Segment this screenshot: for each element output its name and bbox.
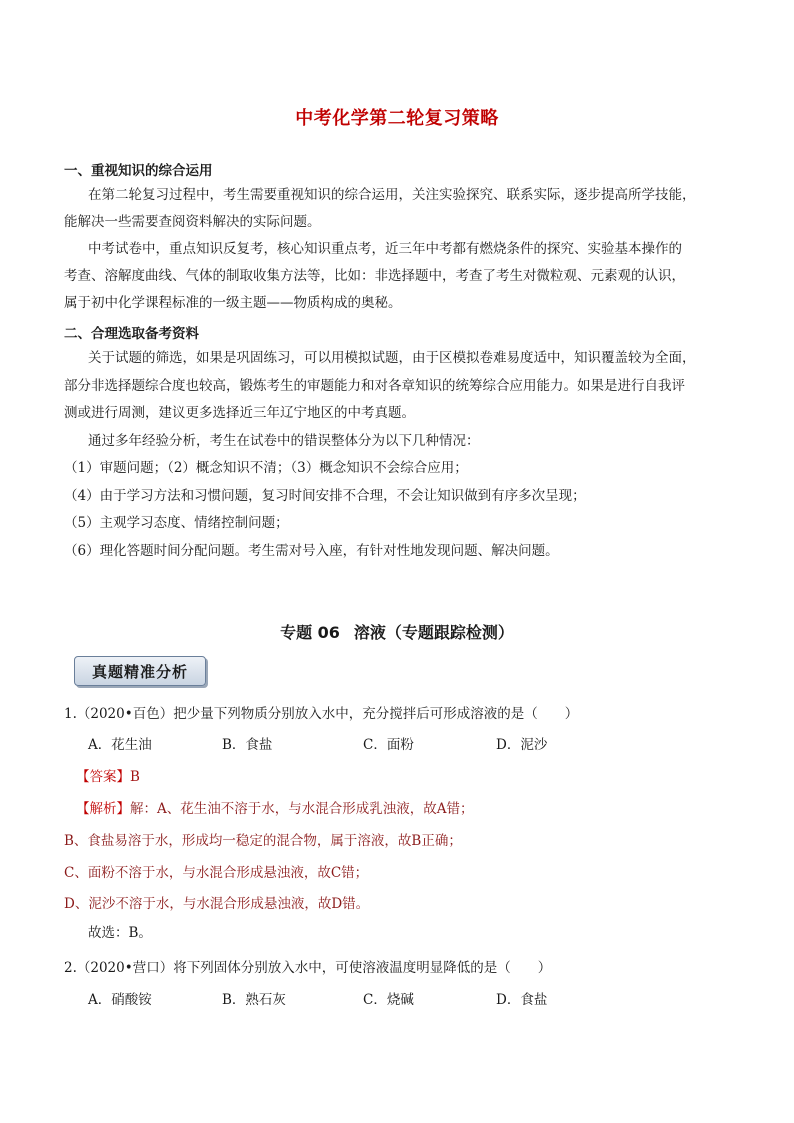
paragraph-line: 部分非选择题综合度也较高，锻炼考生的审题能力和对各章知识的统筹综合应用能力。如果是进行自我评 bbox=[64, 378, 685, 394]
paragraph-line: 能解决一些需要查阅资料解决的实际问题。 bbox=[64, 214, 321, 230]
list-item: （5）主观学习态度、情绪控制问题； bbox=[64, 515, 289, 531]
section-heading-1: 一、重视知识的综合运用 bbox=[64, 163, 213, 179]
paragraph-line: 中考试卷中，重点知识反复考，核心知识重点考，近三年中考都有燃烧条件的探究、实验基本操作的 bbox=[88, 241, 682, 257]
analysis-text: 解：A、花生油不溶于水，与水混合形成乳浊液，故A错； bbox=[130, 801, 474, 817]
paragraph-line: 属于初中化学课程标准的一级主题——物质构成的奥秘。 bbox=[64, 295, 402, 311]
question-1-option-c: C．面粉 bbox=[363, 737, 414, 753]
question-1-option-a: A．花生油 bbox=[88, 737, 152, 753]
question-2-option-b: B．熟石灰 bbox=[222, 992, 286, 1008]
analysis-line: B、食盐易溶于水，形成均一稳定的混合物，属于溶液，故B正确； bbox=[64, 833, 462, 849]
conclusion-line: 故选：B。 bbox=[88, 925, 152, 941]
section-heading-2: 二、合理选取备考资料 bbox=[64, 326, 199, 342]
answer-tag: 【答案】 bbox=[76, 769, 130, 785]
paragraph-line: 考查、溶解度曲线、气体的制取收集方法等，比如：非选择题中，考查了考生对微粒观、元素观的认识， bbox=[64, 268, 685, 284]
topic-number: 专题 06 bbox=[280, 623, 340, 642]
analysis-line: C、面粉不溶于水，与水混合形成悬浊液，故C错； bbox=[64, 865, 369, 881]
question-2-option-a: A．硝酸铵 bbox=[88, 992, 152, 1008]
paragraph-line: 通过多年经验分析，考生在试卷中的错误整体分为以下几种情况： bbox=[88, 433, 480, 449]
question-1-stem: 1.（2020•百色）把少量下列物质分别放入水中，充分搅拌后可形成溶液的是（ ） bbox=[64, 706, 579, 722]
list-item: （1）审题问题；（2）概念知识不清；（3）概念知识不会综合应用； bbox=[64, 460, 468, 476]
topic-title bbox=[0, 620, 794, 643]
list-item: （6）理化答题时间分配问题。考生需对号入座，有针对性地发现问题、解决问题。 bbox=[64, 543, 559, 559]
list-item: （4）由于学习方法和习惯问题，复习时间安排不合理，不会让知识做到有序多次呈现； bbox=[64, 488, 586, 504]
answer-line bbox=[76, 765, 140, 785]
question-2-stem: 2.（2020•营口）将下列固体分别放入水中，可使溶液温度明显降低的是（ ） bbox=[64, 960, 552, 976]
question-1-option-d: D．泥沙 bbox=[496, 737, 548, 753]
paragraph-line: 在第二轮复习过程中，考生需要重视知识的综合运用，关注实验探究、联系实际，逐步提高所学技能， bbox=[88, 187, 696, 203]
question-1-option-b: B．食盐 bbox=[222, 737, 273, 753]
paragraph-line: 关于试题的筛选，如果是巩固练习，可以用模拟试题，由于区模拟卷难易度适中，知识覆盖较为全面， bbox=[88, 350, 696, 366]
answer-value: B bbox=[130, 769, 140, 785]
analysis-line bbox=[76, 797, 474, 817]
topic-name: 溶液（专题跟踪检测） bbox=[353, 623, 514, 642]
question-2-option-c: C．烧碱 bbox=[363, 992, 414, 1008]
paragraph-line: 测或进行周测，建议更多选择近三年辽宁地区的中考真题。 bbox=[64, 405, 415, 421]
page-title: 中考化学第二轮复习策略 bbox=[295, 108, 499, 129]
analysis-tag: 【解析】 bbox=[76, 801, 130, 817]
question-2-option-d: D．食盐 bbox=[496, 992, 548, 1008]
analysis-line: D、泥沙不溶于水，与水混合形成悬浊液，故D错。 bbox=[64, 896, 370, 912]
section-label-box: 真题精准分析 bbox=[74, 656, 206, 686]
